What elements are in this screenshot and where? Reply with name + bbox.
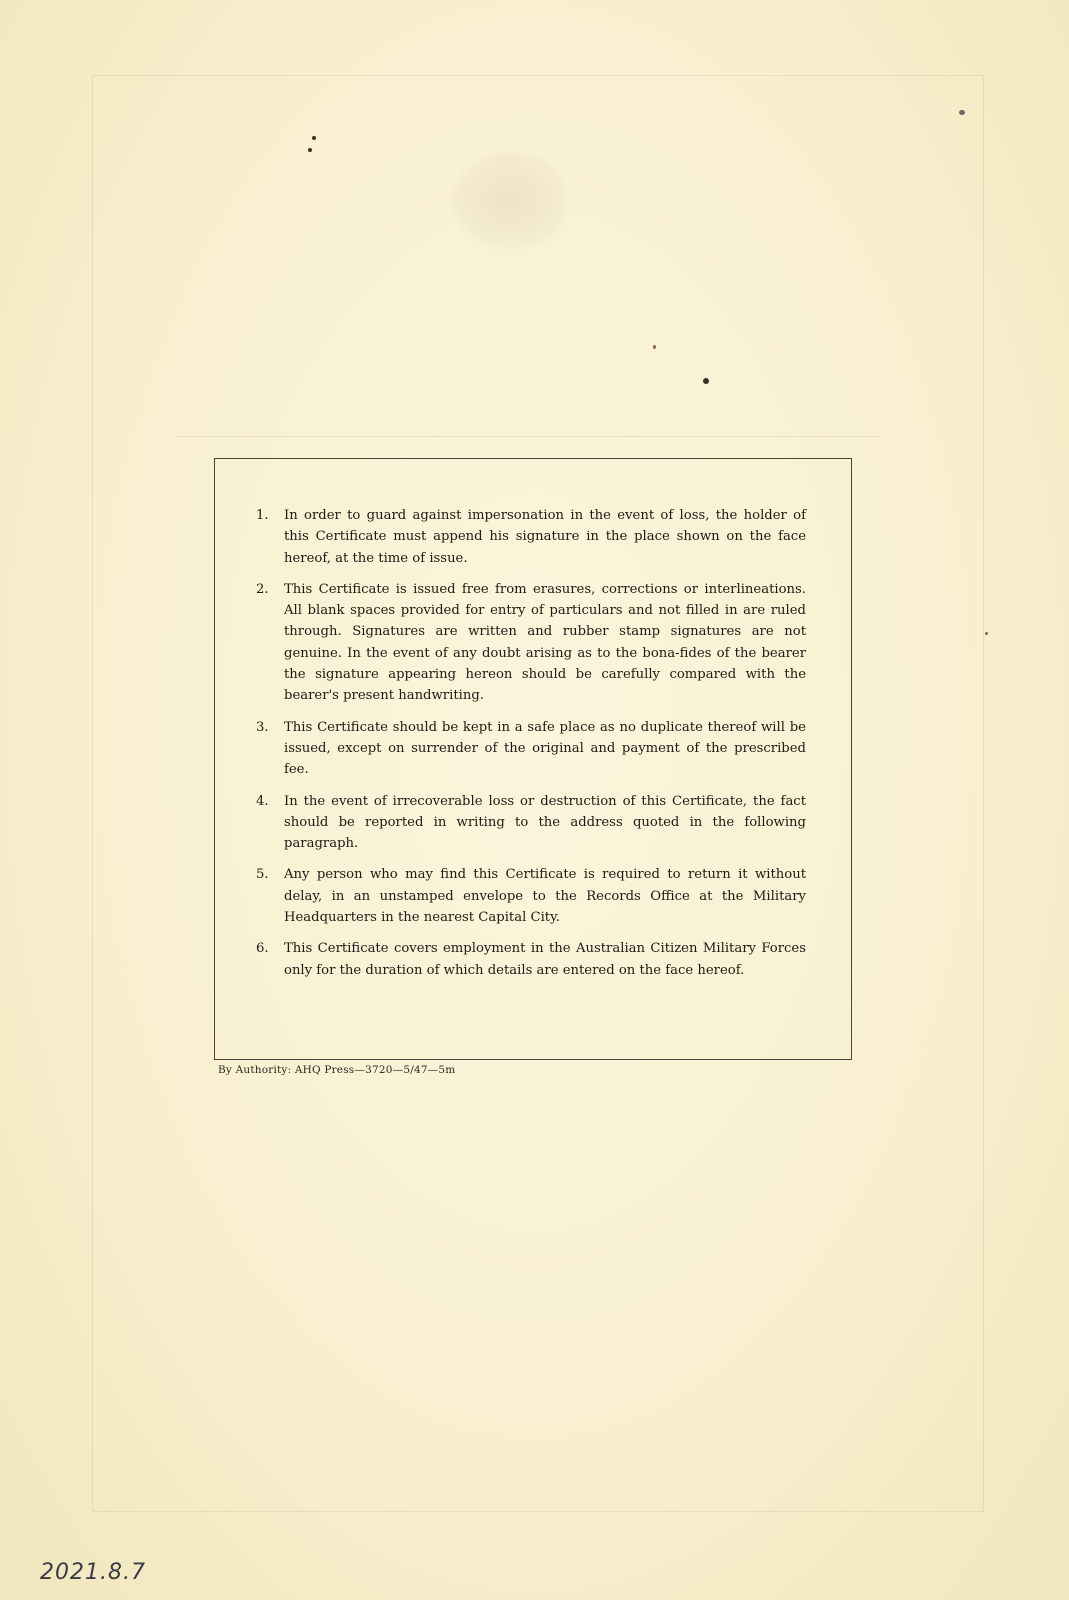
notice-item-number: 5. [256,867,269,883]
ink-speck [703,378,709,384]
notice-item-number: 4. [256,793,269,809]
ink-speck [653,345,656,349]
notice-item-text: This Certificate covers employment in the Australian Citizen Military Forces only for the duration of which details are entered on the face hereof. [284,941,806,978]
ink-speck [985,632,988,635]
notice-item-text: This Certificate is issued free from erasures, corrections or interlineations. All blank spaces provided for entry of particulars and not filled in are ruled through. Signatures are written and rubber stamp signatures are not genuine. In the event of any doubt arising as to the bona-fides of the bearer the signature appearing hereon should be carefully compared with the bearer's present handwriting. [284,581,806,704]
notice-item-text: In the event of irrecoverable loss or destruction of this Certificate, the fact should be reported in writing to the address quoted in the following paragraph. [284,793,806,852]
notice-item-number: 2. [256,581,269,597]
notice-item-number: 3. [256,719,269,735]
ink-speck [959,110,965,115]
notice-list [256,505,806,991]
notice-item-text: Any person who may find this Certificate is required to return it without delay, in an unstamped envelope to the Records Office at the Military Headquarters in the nearest Capital City. [284,867,806,926]
notice-item [256,864,806,928]
bleed-through-rule [175,436,880,437]
notice-item-text: This Certificate should be kept in a safe place as no duplicate thereof will be issued, except on surrender of the original and payment of the prescribed fee. [284,719,806,778]
notice-item-number: 1. [256,508,269,523]
accession-number: 2021.8.7 [40,1560,146,1585]
notice-item-text: In order to guard against impersonation in the event of loss, the holder of this Certificate must append his signature in the place shown on the face hereof, at the time of issue. [284,508,806,566]
notice-item-number: 6. [256,941,269,957]
ink-speck [308,148,312,152]
notice-item [256,505,806,569]
ink-speck [312,136,316,140]
notice-item [256,579,806,707]
bleed-through-crest [450,150,570,250]
printer-authority-line: By Authority: AHQ Press—3720—5/47—5m [218,1064,456,1076]
notice-item [256,938,806,981]
notice-item [256,791,806,855]
notice-item [256,717,806,781]
